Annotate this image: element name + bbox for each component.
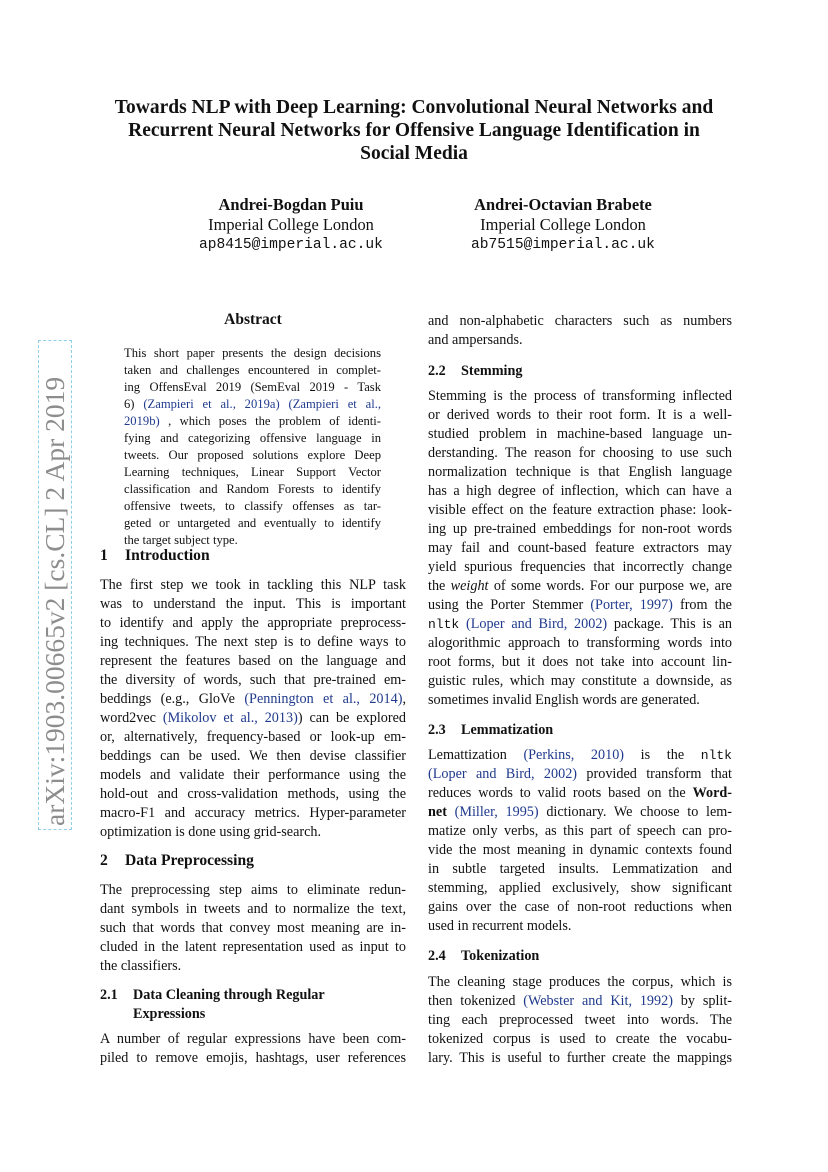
subsection-title: Stemming xyxy=(461,363,523,379)
abstract-heading: Abstract xyxy=(224,311,282,328)
author-block-1 xyxy=(146,195,436,255)
citation-link[interactable]: (Loper and Bird, 2002) xyxy=(465,616,608,632)
paragraph-line: beddings (e.g., GloVe (Pennington et al., 2014), xyxy=(100,691,406,707)
paragraph-line: and ampersands. xyxy=(428,332,523,348)
paragraph-line: studied problem in machine-based language un- xyxy=(428,426,732,442)
citation-link[interactable]: (Zampieri et al., xyxy=(288,397,382,411)
paragraph-line: vide the most meaning in dynamic contexts found xyxy=(428,842,732,858)
paragraph-line: represent the features based on the language and xyxy=(100,653,406,669)
paragraph-line: used in recurrent models. xyxy=(428,918,572,934)
paragraph-line: the diversity of words, such that pre-trained em- xyxy=(100,672,406,688)
paragraph-line: net (Miller, 1995) dictionary. We choose to lem- xyxy=(428,804,733,820)
abstract-line: This short paper presents the design decisions xyxy=(124,346,381,360)
title-line-1: Towards NLP with Deep Learning: Convolutional Neural Networks and xyxy=(114,97,714,118)
arxiv-stamp[interactable]: arXiv:1903.00665v2 [cs.CL] 2 Apr 2019 xyxy=(38,340,72,830)
section-heading xyxy=(100,546,210,566)
paragraph-line: word2vec (Mikolov et al., 2013)) can be explored xyxy=(100,710,406,726)
citation-link[interactable]: (Miller, 1995) xyxy=(454,804,539,820)
paragraph-line: and non-alphabetic characters such as numbers xyxy=(428,313,732,329)
abstract-line: taken and challenges encountered in complet- xyxy=(124,363,381,377)
abstract-line: offensive tweets, to classify offenses as tar- xyxy=(124,499,381,513)
section-number: 1 xyxy=(100,547,108,564)
citation-link[interactable]: (Porter, 1997) xyxy=(590,597,673,613)
paragraph-line: dant symbols in tweets and to normalize the text, xyxy=(100,901,406,917)
paragraph-line: piled to remove emojis, hashtags, user references xyxy=(100,1050,406,1066)
paragraph-line: ing up pre-trained embeddings for non-root words xyxy=(428,521,732,537)
paragraph-line: The cleaning stage produces the corpus, which is xyxy=(428,974,732,990)
subsection-heading xyxy=(428,947,539,966)
paper-title xyxy=(90,96,738,165)
author-email[interactable]: ap8415@imperial.ac.uk xyxy=(199,237,383,253)
paragraph-line: derstanding. The reason for choosing to use such xyxy=(428,445,732,461)
paragraph-line: the weight of some words. For our purpose we, are xyxy=(428,578,732,594)
paragraph-line: ting each preprocessed tweet into words. The xyxy=(428,1012,732,1028)
paragraph-line: yield spurious frequencies that incorrectly change xyxy=(428,559,732,575)
paragraph-line: hold-out and cross-validation methods, using the xyxy=(100,786,406,802)
paragraph-line: Lemattization (Perkins, 2010) is the nltk xyxy=(428,747,732,763)
subsection-number: 2.3 xyxy=(428,722,446,738)
subsection-title: Data Cleaning through Regular xyxy=(133,987,325,1003)
paragraph-line: the classifiers. xyxy=(100,958,182,974)
paragraph-line: may fail and count-based feature extractors may xyxy=(428,540,732,556)
author-email[interactable]: ab7515@imperial.ac.uk xyxy=(471,237,655,253)
paragraph-line: ing techniques. The next step is to define ways to xyxy=(100,634,406,650)
paragraph-line: The first step we took in tackling this NLP task xyxy=(100,577,406,593)
paragraph-line: matize only verbs, as this part of speech can pro- xyxy=(428,823,732,839)
abstract-line: geted or untargeted and eventually to identify xyxy=(124,516,381,530)
paragraph-line: optimization is done using grid-search. xyxy=(100,824,322,840)
abstract-line: ing OffensEval 2019 (SemEval 2019 - Task xyxy=(124,380,381,394)
paragraph-line: macro-F1 and accuracy metrics. Hyper-parameter xyxy=(100,805,406,821)
paragraph-line: visible effect on the feature extraction phase: look- xyxy=(428,502,732,518)
subsection-heading xyxy=(428,362,522,381)
paragraph-line: reduces words to valid roots based on the Word- xyxy=(428,785,732,801)
abstract-line: fying and categorizing offensive language in xyxy=(124,431,381,445)
abstract-line: 6) (Zampieri et al., 2019a) (Zampieri et al., xyxy=(124,397,382,411)
citation-link[interactable]: (Loper and Bird, 2002) xyxy=(428,766,578,782)
subsection-number: 2.4 xyxy=(428,948,446,964)
citation-link[interactable]: (Webster and Kit, 1992) xyxy=(523,993,673,1009)
paragraph-line: using the Porter Stemmer (Porter, 1997) from the xyxy=(428,597,732,613)
abstract-line: 2019b) , which poses the problem of identi- xyxy=(124,414,381,428)
abstract-line: Learning techniques, Linear Support Vector xyxy=(124,465,381,479)
paragraph-line: models and validate their performance using the xyxy=(100,767,406,783)
paragraph-line: in subtle targeted insults. Lemmatization and xyxy=(428,861,732,877)
author-name: Andrei-Bogdan Puiu xyxy=(218,195,364,214)
paragraph-line: cluded in the latent representation used as input to xyxy=(100,939,406,955)
title-line-3: Social Media xyxy=(360,143,468,164)
author-name: Andrei-Octavian Brabete xyxy=(474,195,652,214)
paragraph-line: tokenized corpus is used to create the vocabu- xyxy=(428,1031,732,1047)
section-title: Data Preprocessing xyxy=(125,852,254,869)
citation-link[interactable]: (Pennington et al., 2014) xyxy=(244,691,403,707)
section-number: 2 xyxy=(100,852,108,869)
paragraph-line: normalization technique is that English language xyxy=(428,464,732,480)
paragraph-line: A number of regular expressions have been com- xyxy=(100,1031,406,1047)
paragraph-line: was to understand the input. This is important xyxy=(100,596,406,612)
title-line-2: Recurrent Neural Networks for Offensive Language Identification in xyxy=(128,120,700,141)
subsection-title: Tokenization xyxy=(461,948,540,964)
abstract-line: tweets. Our proposed solutions explore Deep xyxy=(124,448,381,462)
paragraph-line: gains over the case of non-root reductions when xyxy=(428,899,732,915)
paragraph-line: to identify and apply the appropriate preprocess- xyxy=(100,615,406,631)
citation-link[interactable]: (Perkins, 2010) xyxy=(523,747,625,763)
paragraph-line: guistic rules, which may constitute a downside, as xyxy=(428,673,732,689)
subsection-title: Lemmatization xyxy=(461,722,554,738)
section-title: Introduction xyxy=(125,547,210,564)
paragraph-line: sometimes invalid English words are generated. xyxy=(428,692,700,708)
paragraph-line: such that words that convey most meaning are in- xyxy=(100,920,406,936)
citation-link[interactable]: (Zampieri et al., 2019a) xyxy=(143,397,280,411)
paragraph-line: then tokenized (Webster and Kit, 1992) by split- xyxy=(428,993,733,1009)
subsection-number: 2.2 xyxy=(428,363,446,379)
abstract-line: classification and Random Forests to identify xyxy=(124,482,381,496)
abstract-line: the target subject type. xyxy=(124,533,238,547)
subsection-heading xyxy=(428,721,553,740)
paragraph-line: (Loper and Bird, 2002) provided transform that xyxy=(428,766,732,782)
paragraph-line: Stemming is the process of transforming inflected xyxy=(428,388,732,404)
subsection-heading xyxy=(100,986,325,1005)
paragraph-line: or, alternatively, frequency-based or look-up em- xyxy=(100,729,406,745)
subsection-number: 2.1 xyxy=(100,987,118,1003)
author-block-2 xyxy=(418,195,708,255)
author-affiliation: Imperial College London xyxy=(480,215,646,234)
subsection-heading-cont: Expressions xyxy=(133,1006,206,1022)
paragraph-line: has a high degree of inflection, which can have a xyxy=(428,483,732,499)
paragraph-line: nltk (Loper and Bird, 2002) package. This is an xyxy=(428,616,732,632)
paragraph-line: beddings can be used. We then devise classifier xyxy=(100,748,406,764)
section-heading xyxy=(100,851,254,871)
paragraph-line: lary. This is useful to further create the mappings xyxy=(428,1050,732,1066)
author-affiliation: Imperial College London xyxy=(208,215,374,234)
paragraph-line: The preprocessing step aims to eliminate redun- xyxy=(100,882,406,898)
citation-link[interactable]: (Mikolov et al., 2013) xyxy=(162,710,298,726)
paragraph-line: alogorithmic approach to transforming words into xyxy=(428,635,732,651)
paragraph-line: root forms, but it does not take into account lin- xyxy=(428,654,732,670)
citation-link[interactable]: 2019b) xyxy=(124,414,160,428)
paragraph-line: or derived words to their root form. It is a well- xyxy=(428,407,732,423)
paragraph-line: stemming, applied exclusively, show significant xyxy=(428,880,732,896)
